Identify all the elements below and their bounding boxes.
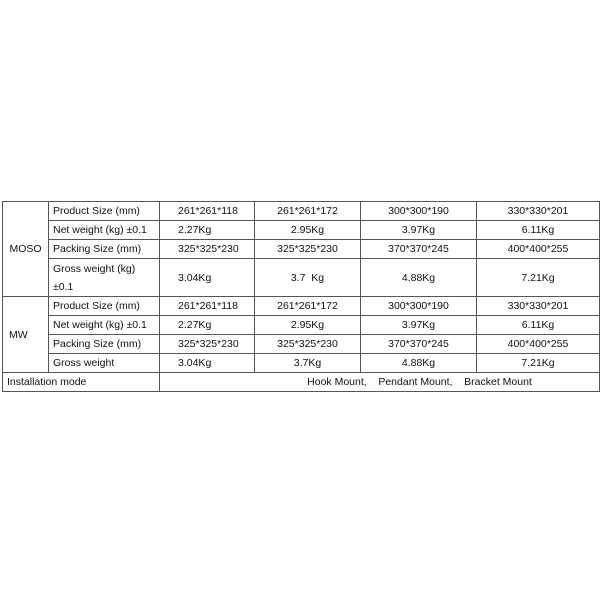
installation-label: Installation mode: [3, 373, 160, 392]
table-cell: 3.97Kg: [361, 221, 477, 240]
group-label-mw: MW: [3, 297, 49, 373]
table-cell: 3.7Kg: [255, 354, 361, 373]
table-cell: 6.11Kg: [477, 221, 600, 240]
group-label-moso: MOSO: [3, 202, 49, 297]
table-cell: 325*325*230: [255, 335, 361, 354]
table-cell: 261*261*118: [160, 297, 255, 316]
table-cell: 6.11Kg: [477, 316, 600, 335]
row-label: Product Size (mm): [49, 202, 160, 221]
table-cell: 3.04Kg: [160, 354, 255, 373]
table-cell: 261*261*172: [255, 202, 361, 221]
table-cell: 325*325*230: [255, 240, 361, 259]
table-row: [3, 316, 600, 335]
row-label: Net weight (kg) ±0.1: [49, 221, 160, 240]
table-cell: 7.21Kg: [477, 354, 600, 373]
table-cell: 300*300*190: [361, 297, 477, 316]
table-row: [3, 354, 600, 373]
table-row: [3, 221, 600, 240]
table-cell: 261*261*118: [160, 202, 255, 221]
table-cell: 4.88Kg: [361, 259, 477, 297]
table-cell: 2.95Kg: [255, 221, 361, 240]
table-row: [3, 335, 600, 354]
table-cell: 330*330*201: [477, 297, 600, 316]
row-label: Packing Size (mm): [49, 240, 160, 259]
table-cell: 3.04Kg: [160, 259, 255, 297]
table-cell: 370*370*245: [361, 335, 477, 354]
row-label: Packing Size (mm): [49, 335, 160, 354]
table-cell: 325*325*230: [160, 240, 255, 259]
installation-value: Hook Mount, Pendant Mount, Bracket Mount: [160, 373, 600, 392]
table-cell: 2.27Kg: [160, 316, 255, 335]
table-cell: 2.95Kg: [255, 316, 361, 335]
spec-table: [2, 201, 600, 392]
table-cell: 400*400*255: [477, 240, 600, 259]
table-cell: 300*300*190: [361, 202, 477, 221]
row-label: Gross weight: [49, 354, 160, 373]
table-cell: 261*261*172: [255, 297, 361, 316]
row-label: Net weight (kg) ±0.1: [49, 316, 160, 335]
table-cell: 4.88Kg: [361, 354, 477, 373]
row-label: Product Size (mm): [49, 297, 160, 316]
table-cell: 7.21Kg: [477, 259, 600, 297]
table-cell: 3.7 Kg: [255, 259, 361, 297]
table-cell: 3.97Kg: [361, 316, 477, 335]
table-row: [3, 259, 600, 297]
table-row: [3, 240, 600, 259]
table-cell: 325*325*230: [160, 335, 255, 354]
row-label-line: Gross weight (kg): [53, 262, 136, 275]
table-row-installation: [3, 373, 600, 392]
row-label: [49, 259, 160, 297]
table-cell: 330*330*201: [477, 202, 600, 221]
table-cell: 2.27Kg: [160, 221, 255, 240]
table-cell: 370*370*245: [361, 240, 477, 259]
table-cell: 400*400*255: [477, 335, 600, 354]
table-row: [3, 297, 600, 316]
row-label-line: ±0.1: [53, 280, 74, 293]
table-row: [3, 202, 600, 221]
